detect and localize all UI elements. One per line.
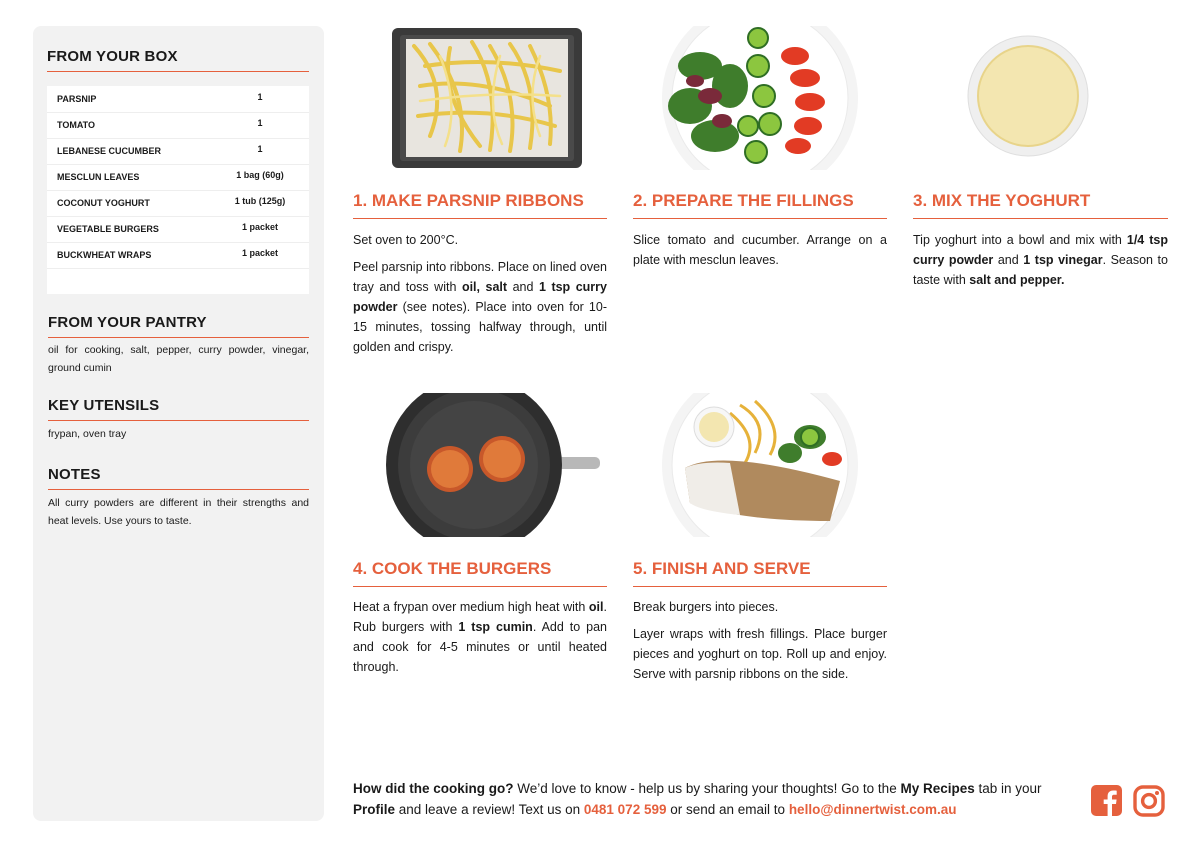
bold-text: 1 tsp curry powder bbox=[353, 280, 607, 314]
step-2-body bbox=[633, 230, 887, 277]
notes-text: All curry powders are different in their strengths and heat levels. Use yours to taste. bbox=[48, 497, 309, 527]
bold-text: 1 tsp vinegar bbox=[1023, 253, 1103, 267]
text-span: tab in your bbox=[974, 781, 1042, 796]
ingredient-qty: 1 bag (60g) bbox=[236, 170, 284, 180]
ingredient-name: COCONUT YOGHURT bbox=[57, 198, 150, 208]
step-5-body bbox=[633, 597, 887, 691]
from-your-pantry-title: FROM YOUR PANTRY bbox=[48, 314, 207, 331]
utensils-text: frypan, oven tray bbox=[48, 428, 127, 440]
utensils-title-rule bbox=[48, 420, 309, 421]
text-span: and bbox=[993, 253, 1024, 267]
text-span: or send an email to bbox=[666, 802, 789, 817]
ingredient-qty: 1 bbox=[257, 144, 263, 154]
table-row bbox=[47, 164, 309, 191]
step-2-paragraph: Slice tomato and cucumber. Arrange on a plate with mesclun leaves. bbox=[633, 233, 887, 267]
text-span: Peel parsnip into ribbons. Place on lined oven tray and toss with bbox=[353, 260, 607, 294]
step-4-body bbox=[353, 597, 607, 684]
step-4-rule bbox=[353, 586, 607, 587]
step-1-body bbox=[353, 230, 607, 364]
text-span: and leave a review! Text us on bbox=[395, 802, 584, 817]
step-5-paragraph: Layer wraps with fresh fillings. Place burger pieces and yoghurt on top. Roll up and enjoy. Serve with parsnip ribbons on the side. bbox=[633, 627, 887, 681]
ingredient-name: VEGETABLE BURGERS bbox=[57, 224, 159, 234]
box-title-rule bbox=[47, 71, 309, 72]
step-5-title: 5. FINISH AND SERVE bbox=[633, 559, 811, 578]
ingredient-name: MESCLUN LEAVES bbox=[57, 172, 140, 182]
text-span: . Season to taste with bbox=[913, 253, 1168, 287]
step-1-paragraph: Set oven to 200°C. bbox=[353, 233, 459, 247]
pantry-text: oil for cooking, salt, pepper, curry powder, vinegar, ground cumin bbox=[48, 344, 309, 374]
table-row bbox=[47, 242, 309, 269]
ingredients-table bbox=[47, 86, 309, 294]
text-span: (see notes). Place into oven for 10-15 minutes, tossing halfway through, until golden and crispy. bbox=[353, 300, 607, 354]
step-3-title: 3. MIX THE YOGHURT bbox=[913, 191, 1091, 210]
step-2-title: 2. PREPARE THE FILLINGS bbox=[633, 191, 854, 210]
from-your-box-title: FROM YOUR BOX bbox=[47, 48, 178, 65]
ingredient-qty: 1 bbox=[257, 118, 263, 128]
ingredient-name: LEBANESE CUCUMBER bbox=[57, 146, 162, 156]
text-span: . Add to pan and cook for 4-5 minutes or until heated through. bbox=[353, 620, 607, 674]
key-utensils-title: KEY UTENSILS bbox=[48, 397, 160, 414]
ingredient-qty: 1 bbox=[257, 92, 263, 102]
bold-text: oil bbox=[588, 600, 604, 614]
ingredient-name: BUCKWHEAT WRAPS bbox=[57, 250, 152, 260]
frypan-burgers-photo bbox=[386, 393, 602, 537]
step-3-body bbox=[913, 230, 1168, 297]
phone-number-link[interactable]: 0481 072 599 bbox=[583, 802, 667, 817]
step-2-rule bbox=[633, 218, 887, 219]
step-4-title: 4. COOK THE BURGERS bbox=[353, 559, 552, 578]
my-recipes-label: My Recipes bbox=[900, 781, 975, 796]
parsnip-ribbons-photo bbox=[390, 26, 585, 170]
notes-title-rule bbox=[48, 489, 309, 490]
text-span: Tip yoghurt into a bowl and mix with bbox=[913, 233, 1127, 247]
instagram-icon[interactable] bbox=[1133, 785, 1165, 817]
step-1-rule bbox=[353, 218, 607, 219]
step-5-rule bbox=[633, 586, 887, 587]
footer-question: How did the cooking go? bbox=[353, 781, 514, 796]
finished-wrap-photo bbox=[660, 393, 860, 537]
step-1-paragraph bbox=[353, 257, 607, 357]
feedback-footer bbox=[353, 778, 1078, 820]
bold-text: 1/4 tsp curry powder bbox=[913, 233, 1168, 267]
step-1-title: 1. MAKE PARSNIP RIBBONS bbox=[353, 191, 584, 210]
text-span: and bbox=[507, 280, 539, 294]
bold-text: oil, salt bbox=[461, 280, 508, 294]
notes-title: NOTES bbox=[48, 466, 101, 483]
table-row bbox=[47, 216, 309, 243]
ingredient-qty: 1 packet bbox=[241, 222, 279, 232]
salad-plate-photo bbox=[660, 26, 860, 170]
step-4-paragraph bbox=[353, 597, 607, 677]
text-span: . Rub burgers with bbox=[353, 600, 607, 634]
ingredient-name: PARSNIP bbox=[57, 94, 97, 104]
table-row bbox=[47, 86, 309, 113]
table-row bbox=[47, 138, 309, 165]
ingredient-qty: 1 tub (125g) bbox=[234, 196, 286, 206]
profile-label: Profile bbox=[353, 802, 396, 817]
facebook-icon[interactable] bbox=[1091, 785, 1122, 816]
email-link[interactable]: hello@dinnertwist.com.au bbox=[788, 802, 957, 817]
bold-text: 1 tsp cumin bbox=[458, 620, 533, 634]
pantry-title-rule bbox=[48, 337, 309, 338]
text-span: We’d love to know - help us by sharing your thoughts! Go to the bbox=[513, 781, 901, 796]
step-5-paragraph: Break burgers into pieces. bbox=[633, 600, 779, 614]
bold-text: salt and pepper. bbox=[969, 273, 1065, 287]
ingredient-name: TOMATO bbox=[57, 120, 95, 130]
yoghurt-bowl-photo bbox=[966, 34, 1090, 158]
ingredient-qty: 1 packet bbox=[241, 248, 279, 258]
step-3-paragraph bbox=[913, 230, 1168, 290]
table-row bbox=[47, 190, 309, 217]
step-3-rule bbox=[913, 218, 1168, 219]
table-row bbox=[47, 112, 309, 139]
text-span: Heat a frypan over medium high heat with bbox=[353, 600, 589, 614]
